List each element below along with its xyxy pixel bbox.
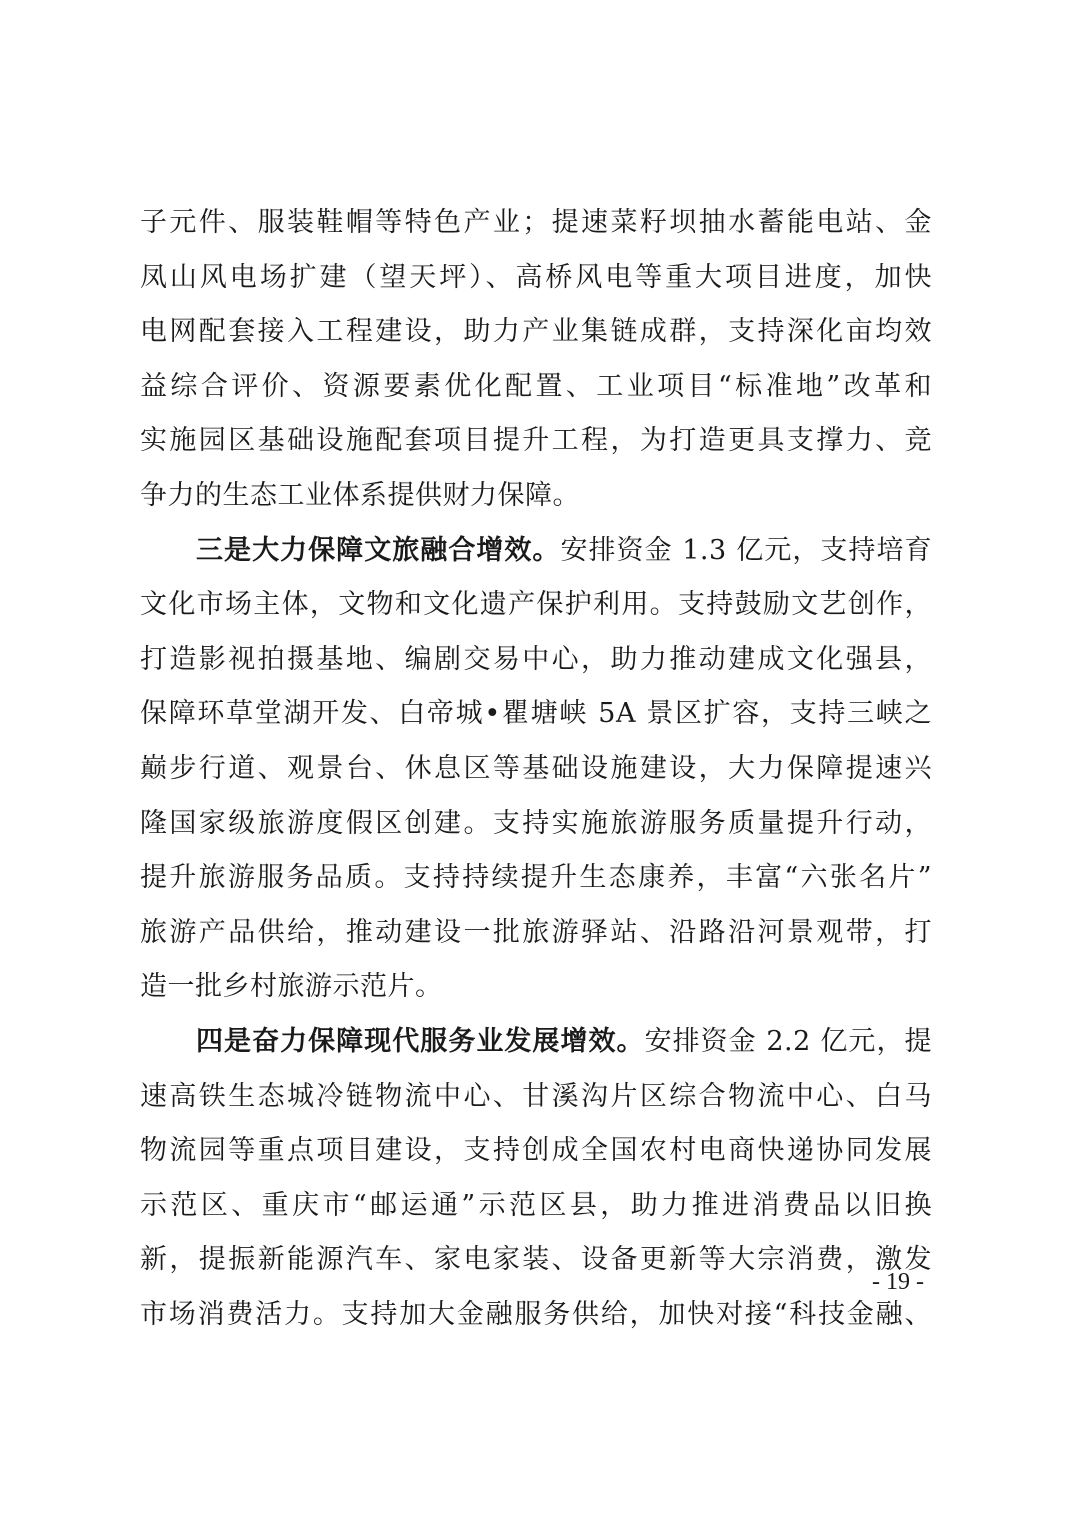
- paragraph-2-line-5: 巅步行道、观景台、休息区等基础设施建设，大力保障提速兴: [140, 752, 932, 784]
- paragraph-3-first-line-text: 安排资金 2.2 亿元，提: [644, 1025, 932, 1057]
- paragraph-2-line-9: 造一批乡村旅游示范片。: [140, 971, 443, 1003]
- paragraph-1-line-2: 凤山风电场扩建（望天坪）、高桥风电等重大项目进度，加快: [140, 261, 932, 293]
- paragraph-2-line-6: 隆国家级旅游度假区创建。支持实施旅游服务质量提升行动，: [140, 807, 932, 839]
- paragraph-3-line-4: 示范区、重庆市“邮运通”示范区县，助力推进消费品以旧换: [140, 1189, 932, 1221]
- body-text: [140, 196, 932, 1342]
- paragraph-1-line-1: 子元件、服装鞋帽等特色产业；提速菜籽坝抽水蓄能电站、金: [140, 207, 932, 238]
- paragraph-3-first-line: [140, 1015, 932, 1070]
- paragraph-2-line-4: 保障环草堂湖开发、白帝城•瞿塘峡 5A 景区扩容，支持三峡之: [140, 698, 932, 730]
- paragraph-3-line-3: 物流园等重点项目建设，支持创成全国农村电商快递协同发展: [140, 1135, 932, 1167]
- paragraph-3-line-5: 新，提振新能源汽车、家电家装、设备更新等大宗消费，激发: [140, 1244, 932, 1276]
- paragraph-3-heading: 四是奋力保障现代服务业发展增效。: [196, 1025, 645, 1057]
- paragraph-3-line-6: 市场消费活力。支持加大金融服务供给，加快对接“科技金融、: [140, 1298, 932, 1330]
- paragraph-2-line-8: 旅游产品供给，推动建设一批旅游驿站、沿路沿河景观带，打: [140, 916, 932, 948]
- paragraph-1-line-4: 益综合评价、资源要素优化配置、工业项目“标准地”改革和: [140, 370, 932, 402]
- paragraph-1-line-5: 实施园区基础设施配套项目提升工程，为打造更具支撑力、竞: [140, 425, 932, 457]
- paragraph-1-line-3: 电网配套接入工程建设，助力产业集链成群，支持深化亩均效: [140, 316, 932, 348]
- paragraph-2-heading: 三是大力保障文旅融合增效。: [196, 534, 561, 566]
- page-number: - 19 -: [872, 1269, 924, 1295]
- paragraph-2-first-line: [140, 524, 932, 579]
- paragraph-1-line-6: 争力的生态工业体系提供财力保障。: [140, 479, 580, 511]
- paragraph-2-first-line-text: 安排资金 1.3 亿元，支持培育: [560, 534, 932, 566]
- paragraph-2-line-2: 文化市场主体，文物和文化遗产保护利用。支持鼓励文艺创作，: [140, 589, 932, 621]
- paragraph-2-line-7: 提升旅游服务品质。支持持续提升生态康养，丰富“六张名片”: [140, 862, 932, 894]
- paragraph-2-line-3: 打造影视拍摄基地、编剧交易中心，助力推动建成文化强县，: [140, 643, 932, 675]
- paragraph-3-line-2: 速高铁生态城冷链物流中心、甘溪沟片区综合物流中心、白马: [140, 1080, 932, 1112]
